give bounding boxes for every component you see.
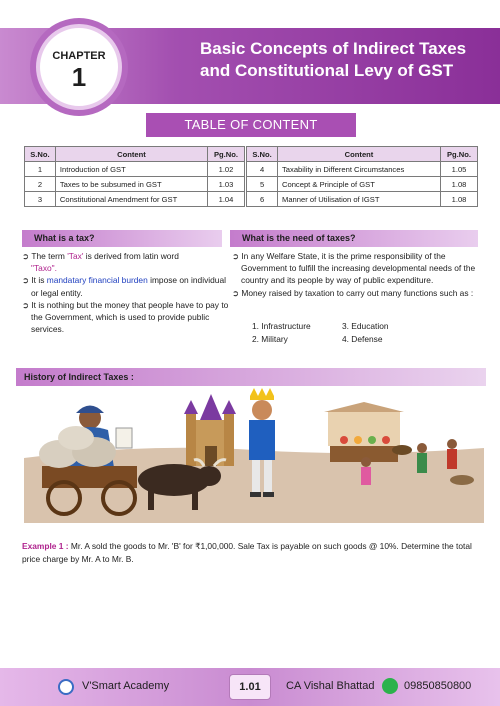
arrow-icon: ➲ [232, 251, 242, 261]
arrow-icon: ➲ [22, 299, 32, 310]
toc-header-pgno: Pg.No. [208, 147, 245, 162]
toc-header-content-2: Content [278, 147, 441, 162]
toc-header-row [25, 147, 478, 162]
tax-functions-list [252, 320, 452, 346]
phone-number[interactable]: 09850850800 [404, 680, 472, 692]
toc-header-sno: S.No. [25, 147, 56, 162]
academy-logo-icon [58, 679, 74, 695]
chapter-header [0, 0, 500, 126]
toc-row[interactable] [25, 162, 478, 177]
highlight-phrase: mandatary financial burden [46, 275, 148, 286]
example-body: Mr. A sold the goods to Mr. 'B' for ₹1,00,000. Sale Tax is payable on such goods @ 10%. Determine the total price charge by Mr. A to Mr. B. [22, 541, 472, 564]
author-name: CA Vishal Bhattad [286, 680, 375, 692]
toc-header-pgno-2: Pg.No. [441, 147, 478, 162]
chapter-badge [36, 24, 122, 110]
toc-content-link[interactable]: Constitutional Amendment for GST [55, 192, 207, 207]
toc-row[interactable] [25, 192, 478, 207]
chapter-label: CHAPTER [52, 50, 106, 62]
toc-sno: 4 [247, 162, 278, 177]
toc-sno: 1 [25, 162, 56, 177]
market-stall-icon [324, 402, 404, 462]
whatsapp-icon [382, 678, 398, 694]
toc-content-link[interactable]: Taxability in Different Circumstances [278, 162, 441, 177]
toc-sno: 2 [25, 177, 56, 192]
bullet-item: ➲ The term 'Tax' is derived from latin word "Taxo". [22, 251, 179, 274]
arrow-icon: ➲ [232, 287, 242, 298]
chapter-number: 1 [71, 62, 87, 92]
toc-row[interactable] [25, 177, 478, 192]
list-item: 2. Military [252, 334, 288, 344]
toc-page: 1.08 [441, 177, 478, 192]
example-label: Example 1 : [22, 541, 69, 551]
castle-icon [184, 394, 236, 466]
toc-sno: 3 [25, 192, 56, 207]
page-number: 1.01 [229, 674, 271, 700]
toc-table [24, 146, 478, 207]
toc-page: 1.03 [208, 177, 245, 192]
bullet-item: ➲ Money raised by taxation to carry out many functions such as : [232, 287, 474, 298]
list-item: 1. Infrastructure [252, 321, 311, 331]
highlight-word: "Taxo". [31, 263, 57, 274]
example-text [22, 540, 482, 566]
need-of-taxes-heading: What is the need of taxes? [230, 230, 478, 247]
toc-page: 1.05 [441, 162, 478, 177]
highlight-term: 'Tax' [67, 251, 84, 261]
toc-sno: 6 [247, 192, 278, 207]
toc-page: 1.08 [441, 192, 478, 207]
toc-page: 1.02 [208, 162, 245, 177]
bullet-item: ➲ It is mandatary financial burden impose on individual or legal entity. [22, 275, 226, 298]
academy-name: V'Smart Academy [82, 680, 170, 692]
what-is-tax-bullets [22, 250, 232, 335]
toc-banner: TABLE OF CONTENT [146, 113, 356, 137]
arrow-icon: ➲ [22, 251, 32, 261]
toc-content-link[interactable]: Manner of Utilisation of IGST [278, 192, 441, 207]
toc-header-content: Content [55, 147, 207, 162]
history-heading: History of Indirect Taxes : [16, 368, 486, 386]
list-item: 4. Defense [342, 334, 383, 344]
bullet-item: ➲ It is nothing but the money that people have to pay to the Government, which is used to provide public services. [22, 299, 229, 335]
what-is-tax-heading: What is a tax? [22, 230, 222, 247]
toc-page: 1.04 [208, 192, 245, 207]
history-illustration [24, 388, 484, 523]
list-item: 3. Education [342, 321, 389, 331]
toc-content-link[interactable]: Introduction of GST [55, 162, 207, 177]
arrow-icon: ➲ [22, 275, 32, 286]
chapter-title-line-2: and Constitutional Levy of GST [200, 61, 454, 80]
toc-content-link[interactable]: Concept & Principle of GST [278, 177, 441, 192]
bullet-item: ➲ In any Welfare State, it is the prime responsibility of the Government to fulfill the increasing developmental needs of the country and its people by way of public expenditure. [232, 251, 476, 286]
chapter-title [200, 38, 490, 82]
chapter-title-line-1: Basic Concepts of Indirect Taxes [200, 39, 467, 58]
page-footer [0, 668, 500, 706]
need-of-taxes-bullets [232, 250, 484, 299]
toc-header-sno-2: S.No. [247, 147, 278, 162]
toc-content-link[interactable]: Taxes to be subsumed in GST [55, 177, 207, 192]
toc-sno: 5 [247, 177, 278, 192]
